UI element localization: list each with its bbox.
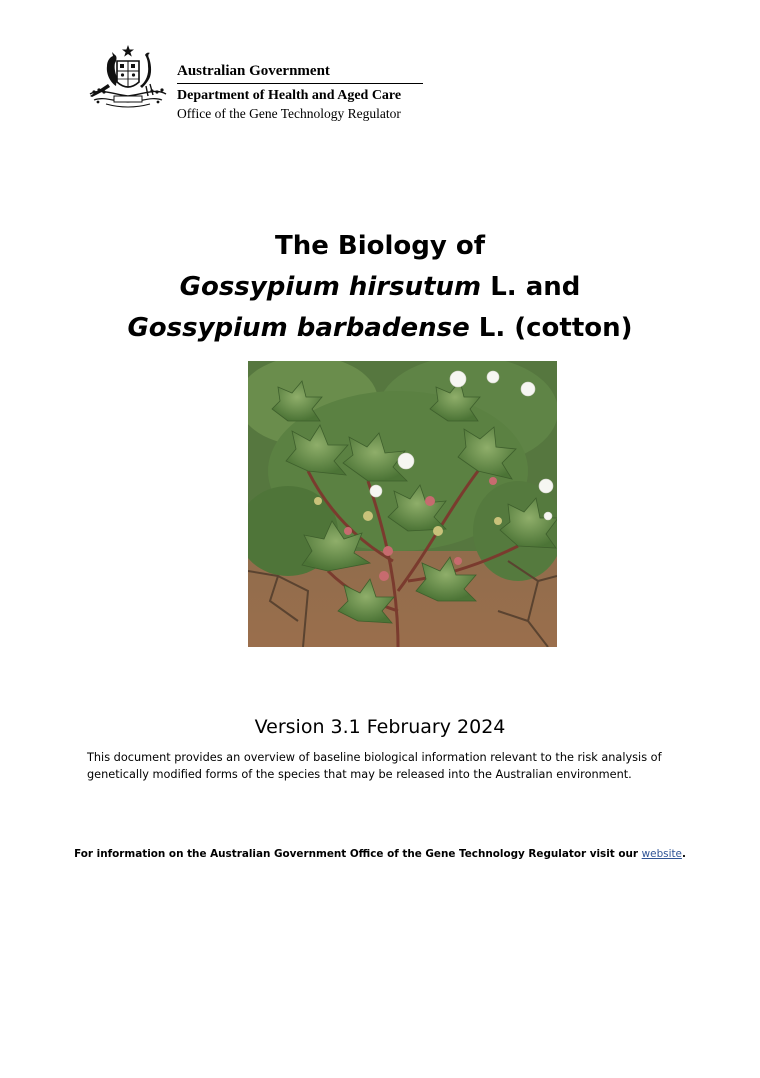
document-description: This document provides an overview of baseline biological information relevant to the risk analysis of genetically modified forms of the species that may be released into the Australian environment. [87,751,662,781]
document-version: Version 3.1 February 2024 [254,716,506,738]
title-line-3 [0,308,760,349]
title-line-2 [0,267,760,308]
title-line-2-suffix: L. and [481,272,581,302]
ogtr-info-end: . [681,848,686,860]
ogtr-info-text: For information on the Australian Government Office of the Gene Technology Regulator visit our [74,848,642,860]
cotton-plant-photo [248,361,557,647]
species-name-barbadense: Gossypium barbadense [127,313,470,343]
title-line-3-suffix: L. (cotton) [469,313,633,343]
government-name: Australian Government [177,62,423,84]
department-name: Department of Health and Aged Care [177,88,402,103]
document-title [0,226,760,349]
government-text [177,62,423,122]
office-name: Office of the Gene Technology Regulator [177,106,401,121]
species-name-hirsutum: Gossypium hirsutum [179,272,482,302]
australian-coat-of-arms-icon [86,44,170,110]
website-link[interactable]: website [641,848,682,860]
title-line-1: The Biology of [274,231,486,261]
government-logo-block [86,44,426,124]
ogtr-info-line [0,846,760,862]
